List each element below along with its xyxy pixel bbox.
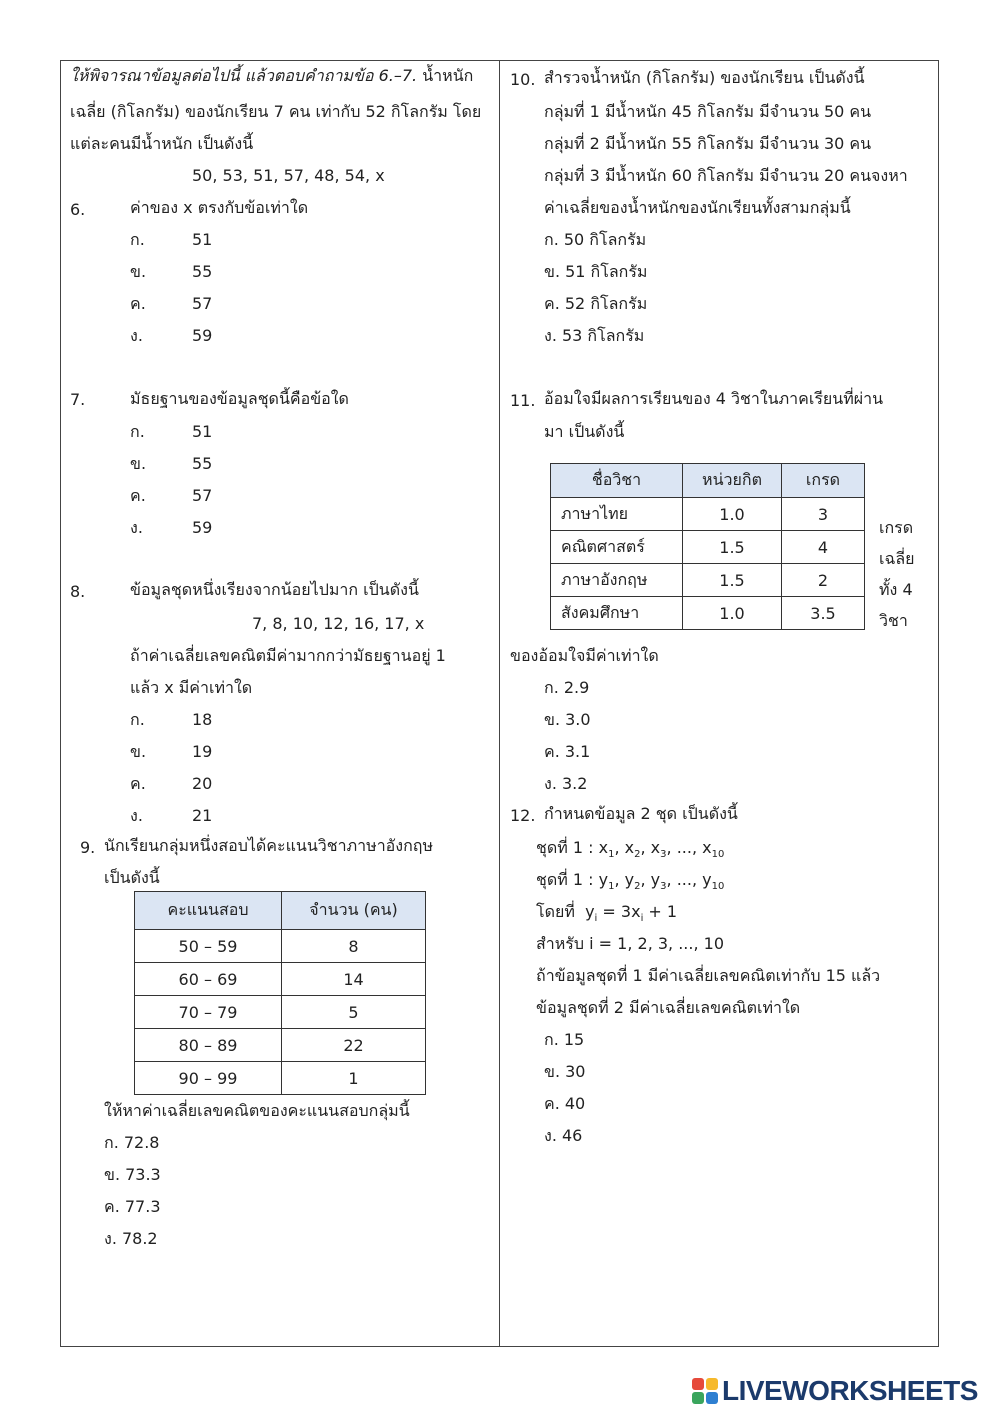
table-row xyxy=(135,963,426,996)
q6-choice-label: ข. xyxy=(130,262,147,281)
table-cell: 70 – 79 xyxy=(135,996,282,1029)
q7-choice-value: 55 xyxy=(192,454,213,473)
intro-line-3: แต่ละคนมีน้ำหนัก เป็นดังนี้ xyxy=(70,134,254,153)
q11-side-text: เกรด xyxy=(879,518,914,537)
q10-text: สำรวจน้ำหนัก (กิโลกรัม) ของนักเรียน เป็นดังนี้ xyxy=(544,68,865,87)
q6-choice-value: 59 xyxy=(192,326,213,345)
q9-ask: ให้หาค่าเฉลี่ยเลขคณิตของคะแนนสอบกลุ่มนี้ xyxy=(104,1101,410,1120)
table-row xyxy=(551,498,865,531)
intro-data: 50, 53, 51, 57, 48, 54, x xyxy=(192,166,385,185)
q11-choice: ง. 3.2 xyxy=(544,774,588,793)
q8-choice-value: 20 xyxy=(192,774,213,793)
q12-for: สำหรับ i = 1, 2, 3, ..., 10 xyxy=(536,934,724,953)
q7-choice-label: ข. xyxy=(130,454,147,473)
table-cell: 50 – 59 xyxy=(135,930,282,963)
q10-line: กลุ่มที่ 1 มีน้ำหนัก 45 กิโลกรัม มีจำนวน 50 คน xyxy=(544,102,872,121)
q11-number: 11. xyxy=(510,391,536,410)
table-row xyxy=(135,1062,426,1095)
q6-choice-label: ค. xyxy=(130,294,146,313)
q11-side-text: เฉลี่ย xyxy=(879,549,915,568)
q6-choice-value: 57 xyxy=(192,294,213,313)
q12-choice: ค. 40 xyxy=(544,1094,586,1113)
table-cell: 1.0 xyxy=(683,597,782,630)
table-cell: ภาษาไทย xyxy=(551,498,683,531)
q8-choice-label: ค. xyxy=(130,774,146,793)
table-cell: 2 xyxy=(782,564,865,597)
q7-text: มัธยฐานของข้อมูลชุดนี้คือข้อใด xyxy=(130,389,349,408)
q12-set-1: ชุดที่ 1 : $x_1$, $x_2$, $x_3$, ..., $x_{10}$ xyxy=(536,838,725,861)
intro-line-1: ให้พิจารณาข้อมูลต่อไปนี้ แล้วตอบคำถามข้อ 6.–7. น้ำหนัก xyxy=(70,66,474,85)
q12-set-2: ชุดที่ 1 : $y_1$, $y_2$, $y_3$, ..., $y_{10}$ xyxy=(536,870,725,893)
table-row xyxy=(551,597,865,630)
q10-line: กลุ่มที่ 3 มีน้ำหนัก 60 กิโลกรัม มีจำนวน 20 คนจงหา xyxy=(544,166,908,185)
q11-choice: ค. 3.1 xyxy=(544,742,591,761)
table-row xyxy=(135,996,426,1029)
q10-choice: ค. 52 กิโลกรัม xyxy=(544,294,648,313)
table-row xyxy=(135,1029,426,1062)
q10-line: กลุ่มที่ 2 มีน้ำหนัก 55 กิโลกรัม มีจำนวน 30 คน xyxy=(544,134,872,153)
logo-mark-icon xyxy=(692,1378,718,1404)
q11-side-text: วิชา xyxy=(879,611,908,630)
q9-choice: ง. 78.2 xyxy=(104,1229,158,1248)
table-cell: 22 xyxy=(282,1029,426,1062)
q8-choice-value: 18 xyxy=(192,710,213,729)
table-cell: 3 xyxy=(782,498,865,531)
q6-choice-label: ง. xyxy=(130,326,143,345)
q7-choice-value: 59 xyxy=(192,518,213,537)
q7-choice-value: 51 xyxy=(192,422,213,441)
q11-text-1: อ้อมใจมีผลการเรียนของ 4 วิชาในภาคเรียนที่ผ่าน xyxy=(544,389,884,408)
q12-number: 12. xyxy=(510,806,536,825)
q11-text-2: มา เป็นดังนี้ xyxy=(544,422,625,441)
table-cell: 14 xyxy=(282,963,426,996)
q6-number: 6. xyxy=(70,200,86,219)
table-header: จำนวน (คน) xyxy=(282,892,426,930)
q7-choice-label: ก. xyxy=(130,422,145,441)
table-cell: สังคมศึกษา xyxy=(551,597,683,630)
liveworksheets-logo xyxy=(692,1376,978,1406)
q9-choice: ข. 73.3 xyxy=(104,1165,161,1184)
q6-choice-label: ก. xyxy=(130,230,145,249)
table-header: ชื่อวิชา xyxy=(551,464,683,498)
table-cell: 1 xyxy=(282,1062,426,1095)
table-cell: ภาษาอังกฤษ xyxy=(551,564,683,597)
q10-choice: ข. 51 กิโลกรัม xyxy=(544,262,648,281)
table-cell: คณิตศาสตร์ xyxy=(551,531,683,564)
q11-tail: ของอ้อมใจมีค่าเท่าใด xyxy=(510,646,659,665)
q7-choice-label: ค. xyxy=(130,486,146,505)
table-cell: 1.0 xyxy=(683,498,782,531)
q12-if-2: ข้อมูลชุดที่ 2 มีค่าเฉลี่ยเลขคณิตเท่าใด xyxy=(536,998,801,1017)
q8-choice-label: ข. xyxy=(130,742,147,761)
table-header: หน่วยกิต xyxy=(683,464,782,498)
intro-line-2: เฉลี่ย (กิโลกรัม) ของนักเรียน 7 คน เท่ากับ 52 กิโลกรัม โดย xyxy=(70,102,482,121)
q8-condition-2: แล้ว x มีค่าเท่าใด xyxy=(130,678,253,697)
q6-choice-value: 55 xyxy=(192,262,213,281)
q8-choice-value: 19 xyxy=(192,742,213,761)
q8-text: ข้อมูลชุดหนึ่งเรียงจากน้อยไปมาก เป็นดังนี้ xyxy=(130,580,419,599)
table-row xyxy=(551,564,865,597)
brand-name: LIVEWORKSHEETS xyxy=(722,1375,978,1406)
q12-if-1: ถ้าข้อมูลชุดที่ 1 มีค่าเฉลี่ยเลขคณิตเท่ากับ 15 แล้ว xyxy=(536,966,881,985)
logo-square-icon xyxy=(692,1378,704,1390)
q7-number: 7. xyxy=(70,390,86,409)
table-cell: 8 xyxy=(282,930,426,963)
q12-text: กำหนดข้อมูล 2 ชุด เป็นดังนี้ xyxy=(544,804,738,823)
table-cell: 1.5 xyxy=(683,531,782,564)
table-cell: 3.5 xyxy=(782,597,865,630)
q9-choice: ก. 72.8 xyxy=(104,1133,160,1152)
table-header: เกรด xyxy=(782,464,865,498)
q8-choice-label: ก. xyxy=(130,710,145,729)
q9-text-2: เป็นดังนี้ xyxy=(104,868,160,887)
q10-number: 10. xyxy=(510,70,536,89)
q11-choice: ก. 2.9 xyxy=(544,678,590,697)
q8-choice-value: 21 xyxy=(192,806,213,825)
q8-number: 8. xyxy=(70,582,86,601)
logo-square-icon xyxy=(692,1392,704,1404)
q8-condition-1: ถ้าค่าเฉลี่ยเลขคณิตมีค่ามากกว่ามัธยฐานอยู่ 1 xyxy=(130,646,446,665)
logo-square-icon xyxy=(706,1392,718,1404)
q8-data: 7, 8, 10, 12, 16, 17, x xyxy=(252,614,425,633)
q9-choice: ค. 77.3 xyxy=(104,1197,161,1216)
q11-choice: ข. 3.0 xyxy=(544,710,591,729)
q12-choice: ง. 46 xyxy=(544,1126,583,1145)
logo-square-icon xyxy=(706,1378,718,1390)
table-cell: 90 – 99 xyxy=(135,1062,282,1095)
q10-choice: ก. 50 กิโลกรัม xyxy=(544,230,647,249)
q11-grade-table xyxy=(550,463,865,630)
q10-line: ค่าเฉลี่ยของน้ำหนักของนักเรียนทั้งสามกลุ่มนี้ xyxy=(544,198,851,217)
table-row xyxy=(135,930,426,963)
table-cell: 1.5 xyxy=(683,564,782,597)
q6-text: ค่าของ x ตรงกับข้อเท่าใด xyxy=(130,198,309,217)
q12-choice: ก. 15 xyxy=(544,1030,585,1049)
table-cell: 80 – 89 xyxy=(135,1029,282,1062)
q12-relation: โดยที่ $y_i = 3x_i + 1$ xyxy=(536,902,678,925)
q7-choice-value: 57 xyxy=(192,486,213,505)
q7-choice-label: ง. xyxy=(130,518,143,537)
q8-choice-label: ง. xyxy=(130,806,143,825)
table-cell: 60 – 69 xyxy=(135,963,282,996)
q9-score-table xyxy=(134,891,426,1095)
q9-text-1: นักเรียนกลุ่มหนึ่งสอบได้คะแนนวิชาภาษาอังกฤษ xyxy=(104,836,434,855)
table-header: คะแนนสอบ xyxy=(135,892,282,930)
q10-choice: ง. 53 กิโลกรัม xyxy=(544,326,645,345)
column-divider xyxy=(499,60,500,1347)
q12-choice: ข. 30 xyxy=(544,1062,586,1081)
q9-number: 9. xyxy=(80,838,96,857)
table-row xyxy=(551,531,865,564)
table-cell: 5 xyxy=(282,996,426,1029)
q6-choice-value: 51 xyxy=(192,230,213,249)
q11-side-text: ทั้ง 4 xyxy=(879,580,913,599)
table-cell: 4 xyxy=(782,531,865,564)
